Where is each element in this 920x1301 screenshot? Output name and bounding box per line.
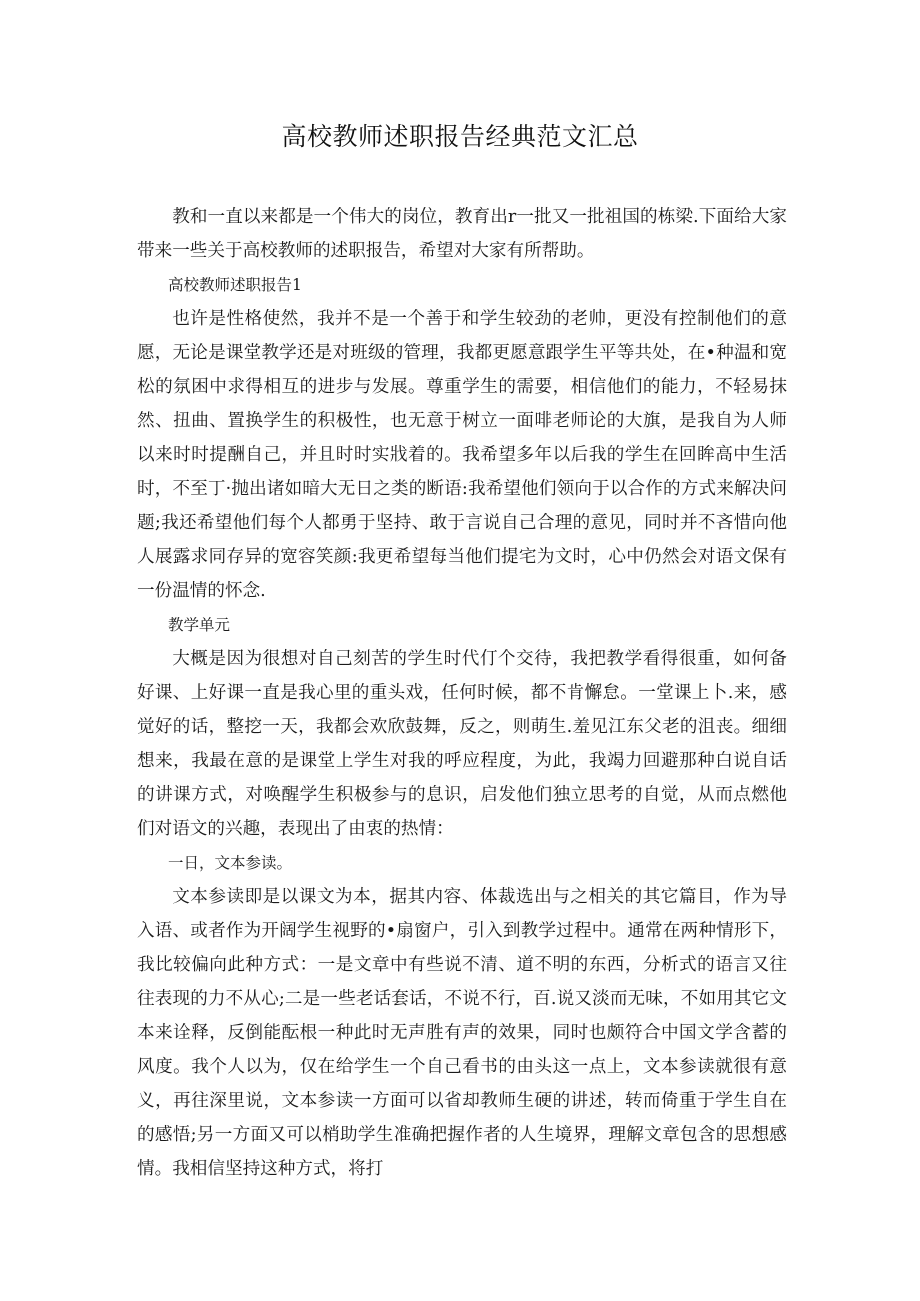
body-paragraph: 也许是性格使然，我并不是一个善于和学生较劲的老帅，更没有控制他们的意愿，无论是课堂教学还是对班级的管理，我都更愿意跟学生平等共处，在•种温和宽松的氛困中求得相互的进步与发展。尊重学生的需要，相信他们的能力，不轻易抹然、扭曲、置换学生的积极性，也无意于树立一面啡老师论的大旗，是我自为人师以来时时提酬自己，并且时时实戕着的。我希望多年以后我的学生在回眸高中生活时，不至丁·抛出诸如暗大无日之类的断语:我希望他们领向于以合作的方式来解决问题;我还希望他们每个人都勇于坚持、敢于言说自己合理的意见，同时并不吝惜向他人展露求同存异的宽容笑颜:我更希望每当他们提宅为文时，心中仍然会对语文保有一份温情的怀念.	[137, 309, 787, 601]
subheading-text-reading: 一日，文本参读。	[168, 854, 293, 872]
section-heading-teaching-unit: 教学单元	[168, 616, 231, 634]
body-paragraph: 大概是因为很想对自己刻苦的学生时代仃个交待，我把教学看得很重，如何备好课、上好课一直是我心里的重头戏，任何时候，都不肯懈怠。一堂课上卜.来，感觉好的话，整挖一天，我都会欢欣鼓舞，反之，则萌生.羞见江东父老的沮丧。细细想来，我最在意的是课堂上学生对我的呼应程度，为此，我竭力回避那种白说自话的讲课方式，对唤醒学生积极参与的息识，启发他们独立思考的自觉，从而点燃他们对语文的兴趣，表现出了由衷的热情：	[137, 649, 787, 839]
document-title: 高校教师述职报告经典范文汇总	[281, 122, 639, 151]
body-paragraph: 文本参读即是以课文为本，据其内容、体裁选出与之相关的其它篇目，作为导入语、或者作为开阔学生视野的•扇窗户，引入到教学过程中。通常在两种情形下，我比较偏向此种方式：一是文章中有些说不清、道不明的东西，分析式的语言又往往表现的力不从心;二是一些老话套话，不说不行，百.说又淡而无味，不如用其它文本来诠释，反倒能酝根一种此时无声胜有声的效果，同时也颇符合中国文学含蓄的风度。我个人以为，仅在给学生一个自己看书的由头这一点上，文本参读就很有意义，再往深里说，文本参读一方面可以省却教师生硬的讲述，转而倚重于学生自在的感悟;另一方面又可以梢助学生准确把握作者的人生境界，理解文章包含的思想感情。我相信坚持这种方式，将打	[137, 887, 787, 1179]
document-body	[137, 200, 787, 1186]
section-heading-report-1: 高校教师述职报告1	[168, 276, 302, 294]
intro-paragraph: 教和一直以来都是一个伟大的岗位，教育出r一批又一批祖国的栋梁.下面给大家带来一些关于高校教师的述职报告，希望对大家有所帮助。	[137, 207, 787, 261]
